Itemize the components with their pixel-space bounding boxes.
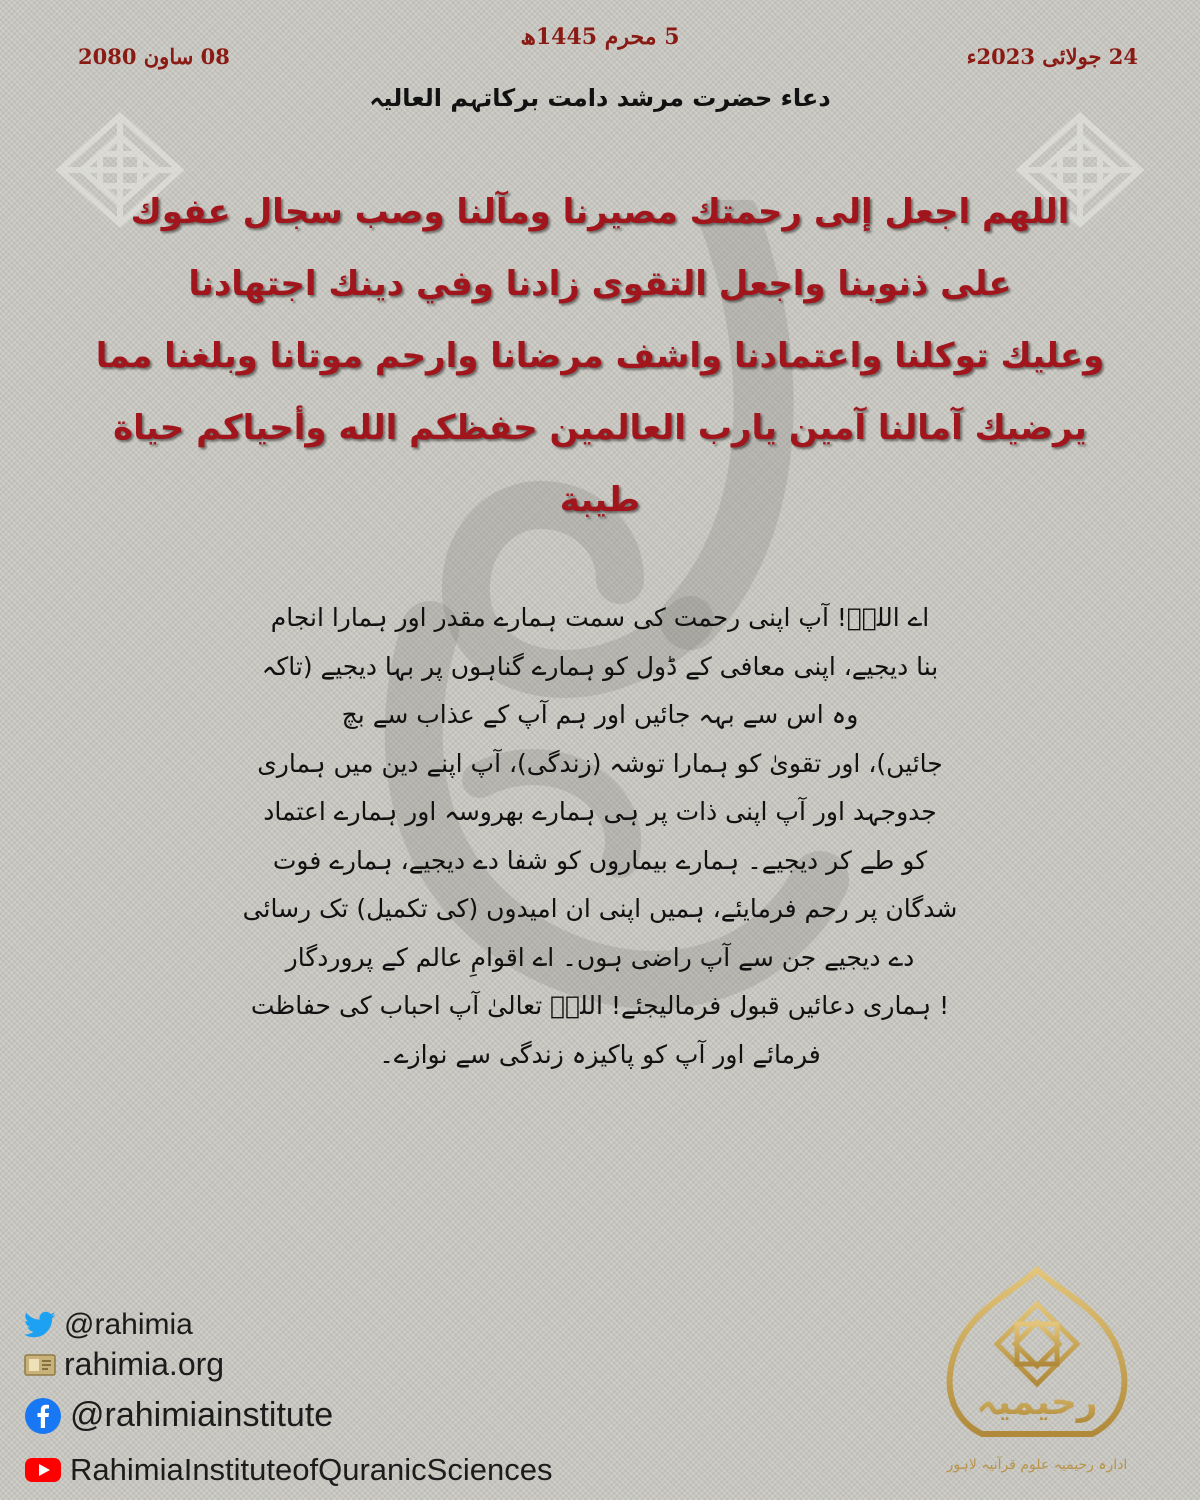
arabic-dua: [80, 176, 1120, 536]
urdu-translation-line: دے دیجیے جن سے آپ راضی ہوں۔ اے اقوامِ عالم کے پروردگار: [285, 942, 915, 972]
urdu-translation-line: بنا دیجیے، اپنی معافی کے ڈول کو ہمارے گناہوں پر بہا دیجیے (تاکہ: [261, 651, 939, 681]
arabic-dua-line: يرضيك آمالنا آمين يارب العالمين حفظكم الله وأحياكم حياة: [113, 408, 1087, 448]
social-twitter[interactable]: [24, 1308, 193, 1342]
urdu-translation-line: شدگان پر رحم فرمایئے، ہمیں اپنی ان امیدوں (کی تکمیل) تک رسائی: [242, 894, 958, 923]
urdu-translation-line: وہ اس سے بہہ جائیں اور ہم آپ کے عذاب سے بچ: [341, 700, 859, 729]
urdu-translation-line: فرمائے اور آپ کو پاکیزہ زندگی سے نوازے۔: [379, 1039, 821, 1069]
urdu-translation-line: جدوجہد اور آپ اپنی ذات پر ہی ہمارے بھروسہ اور ہمارے اعتماد: [263, 797, 937, 826]
arabic-dua-line: وعليك توكلنا واعتمادنا واشف مرضانا وارحم موتانا وبلغنا مما: [95, 336, 1105, 376]
urdu-translation: [240, 594, 960, 1079]
urdu-translation-line: ! ہماری دعائیں قبول فرمالیجئے! اللہؑ تعالیٰ آپ احباب کی حفاظت: [250, 991, 950, 1020]
logo-name: رحیمیہ: [976, 1382, 1098, 1423]
youtube-icon: [24, 1456, 62, 1484]
arabic-dua-line: على ذنوبنا واجعل التقوى زادنا وفي دينك اجتهادنا: [188, 264, 1012, 304]
arabic-dua-line: طيبة: [559, 480, 641, 520]
twitter-handle[interactable]: @rahimia: [64, 1308, 193, 1341]
twitter-icon: [24, 1311, 56, 1339]
urdu-translation-line: کو طے کر دیجیے۔ ہمارے بیماروں کو شفا دے دیجیے، ہمارے فوت: [272, 845, 928, 875]
youtube-channel[interactable]: RahimiaInstituteofQuranicSciences: [70, 1452, 553, 1487]
urdu-translation-line: اے اللہؑ! آپ اپنی رحمت کی سمت ہمارے مقدر اور ہمارا انجام: [270, 603, 930, 632]
website-url[interactable]: rahimia.org: [64, 1346, 225, 1382]
hijri-date: 5 محرم 1445ھ: [520, 24, 680, 50]
page-heading: دعاء حضرت مرشد دامت برکاتہم العالیہ: [369, 84, 831, 112]
social-website[interactable]: [24, 1346, 224, 1383]
facebook-icon: [24, 1397, 62, 1435]
facebook-handle[interactable]: @rahimiainstitute: [70, 1396, 334, 1434]
logo-tagline: ادارہ رحیمیہ علوم قرآنیہ لاہور: [946, 1457, 1128, 1473]
rahimia-institute-logo: [912, 1264, 1162, 1492]
social-facebook[interactable]: [24, 1396, 333, 1435]
social-youtube[interactable]: [24, 1452, 552, 1488]
bikrami-date: 08 ساون 2080: [78, 44, 230, 69]
urdu-translation-line: جائیں)، اور تقویٰ کو ہمارا توشہ (زندگی)، آپ اپنے دین میں ہماری: [257, 748, 943, 778]
website-icon: [24, 1352, 56, 1378]
gregorian-date: 24 جولائی 2023ء: [966, 44, 1138, 69]
arabic-dua-line: اللهم اجعل إلى رحمتك مصيرنا ومآلنا وصب سجال عفوك: [130, 192, 1070, 232]
